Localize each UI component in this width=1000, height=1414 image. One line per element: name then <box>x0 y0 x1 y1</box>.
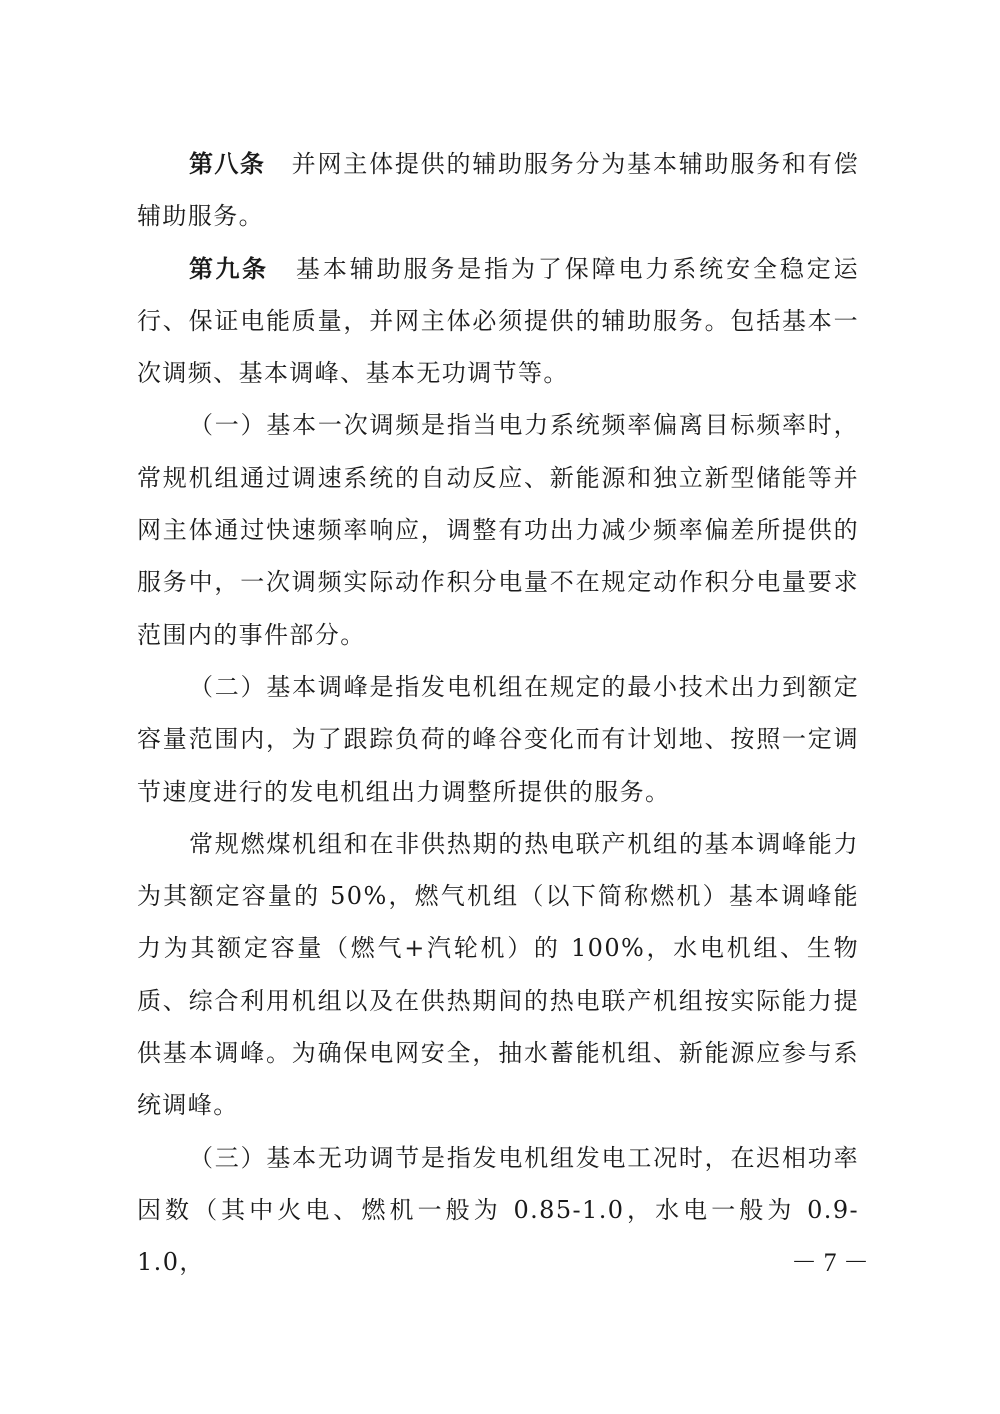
item-1-text: （一）基本一次调频是指当电力系统频率偏离目标频率时，常规机组通过调速系统的自动反应、新能源和独立新型储能等并网主体通过快速频率响应，调整有功出力减少频率偏差所提供的服务中，一次调频实际动作积分电量不在规定动作积分电量要求范围内的事件部分。 <box>137 411 859 649</box>
item-2-text: （二）基本调峰是指发电机组在规定的最小技术出力到额定容量范围内，为了跟踪负荷的峰谷变化而有计划地、按照一定调节速度进行的发电机组出力调整所提供的服务。 <box>137 672 859 806</box>
article-9-text: 基本辅助服务是指为了保障电力系统安全稳定运行、保证电能质量，并网主体必须提供的辅助服务。包括基本一次调频、基本调峰、基本无功调节等。 <box>137 254 859 388</box>
article-8-paragraph <box>137 138 859 243</box>
body-text <box>137 138 859 1289</box>
article-8-text: 并网主体提供的辅助服务分为基本辅助服务和有偿辅助服务。 <box>137 150 859 231</box>
peak-regulation-text: 常规燃煤机组和在非供热期的热电联产机组的基本调峰能力为其额定容量的 50%，燃气机组（以下简称燃机）基本调峰能力为其额定容量（燃气+汽轮机）的 100%，水电机组、生物质、综合利用机组以及在供热期间的热电联产机组按实际能力提供基本调峰。为确保电网安全，抽水蓄能机组、新能源应参与系统调峰。 <box>137 829 859 1120</box>
peak-regulation-paragraph <box>137 818 859 1132</box>
item-3-text: （三）基本无功调节是指发电机组发电工况时，在迟相功率因数（其中火电、燃机一般为 0.85-1.0，水电一般为 0.9-1.0， <box>137 1143 859 1277</box>
article-9-label: 第九条 <box>189 253 269 283</box>
item-2-paragraph <box>137 661 859 818</box>
item-3-paragraph <box>137 1132 859 1289</box>
article-8-label: 第八条 <box>189 149 266 178</box>
page-number: － 7 － <box>790 1248 869 1277</box>
article-9-paragraph <box>137 243 859 400</box>
item-1-paragraph <box>137 399 859 660</box>
